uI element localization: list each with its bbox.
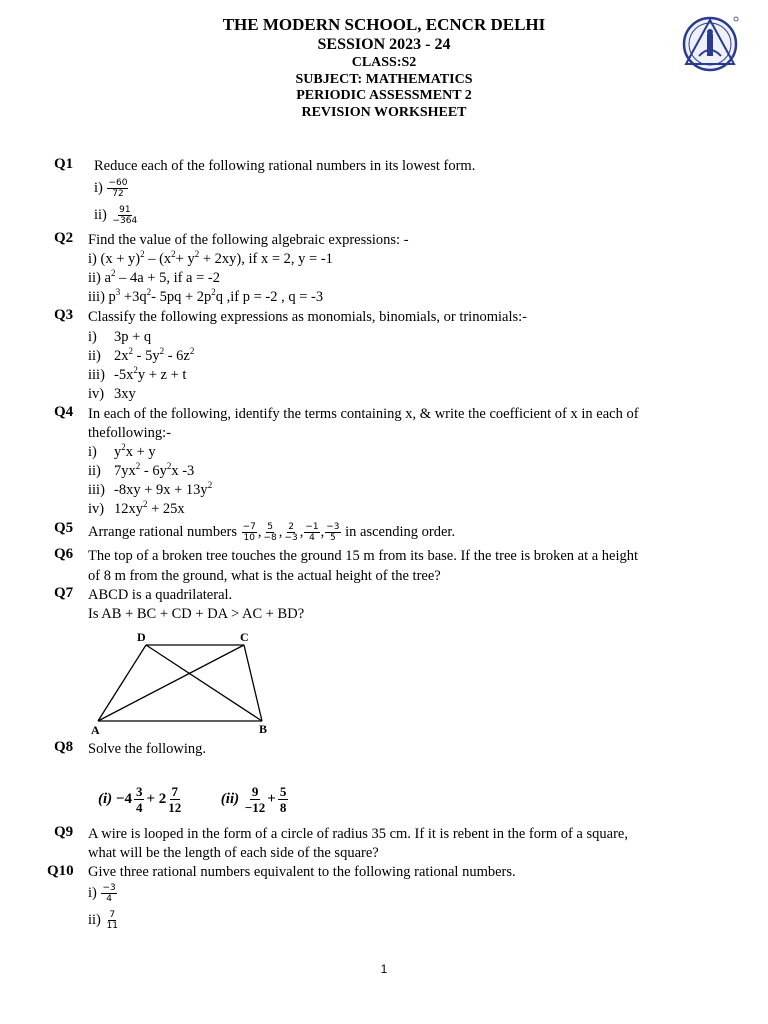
q9-label: Q9 [54, 824, 74, 840]
q5-fraction: $\frac{-1}{4}$ [305, 522, 319, 543]
q10-i-fraction: $\frac{-3}{4}$ [102, 883, 116, 904]
q10-part-ii: ii) $\frac{7}{11}$ [88, 910, 118, 931]
q5-fraction: $\frac{-3}{5}$ [326, 522, 340, 543]
q2-expr-i: i) $(x + y)^2 - (x^2+ y^2 + 2xy)$, if x = 2, y = -1 [88, 249, 333, 267]
vertex-d: D [137, 630, 146, 644]
q4-expr-iv: iv) $12xy^2 + 25x$ [88, 499, 185, 517]
q4-expr-iii: iii) $-8xy + 9x + 13y^2$ [88, 480, 213, 498]
q4-text-1: In each of the following, identify the terms containing x, & write the coefficient of x in each of [88, 406, 639, 422]
q5-fraction: $\frac{-7}{10}$ [242, 522, 256, 543]
q6-line-1: The top of a broken tree touches the ground 15 m from its base. If the tree is broken at a height [88, 548, 639, 564]
school-crest-icon [681, 14, 739, 72]
q3-text: Classify the following expressions as monomials, binomials, or trinomials:- [88, 309, 527, 325]
q1-ii-label: ii) [94, 206, 107, 223]
q7-line-1: ABCD is a quadrilateral. [88, 587, 233, 603]
session: SESSION 2023 - 24 [317, 36, 451, 53]
q6-line-2: of 8 m from the ground, what is the actual height of the tree? [88, 568, 441, 584]
page-header [0, 15, 768, 121]
q1-i-label: i) [94, 179, 103, 196]
vertex-c: C [240, 630, 249, 644]
q6-label: Q6 [54, 546, 74, 562]
q2-expr-iii: iii) $p^3 +3q^2-$ $5pq + 2p^2q$ ,if p = -2 , q = -3 [88, 287, 324, 305]
q3-expr-ii: ii) $2x^2 - 5y^2 - 6z^2$ [88, 346, 195, 364]
q1-ii-fraction: $\frac{91}{-364}$ [112, 205, 138, 226]
q2-label: Q2 [54, 230, 74, 246]
diagonal-bd [146, 645, 262, 721]
q5-text: Arrange rational numbers $\frac{-7}{10}$ , $\frac{5}{-8}$ , $\frac{2}{-3}$ , $\frac{-1}{4}$ , $\frac{-3}{5}$ in ascending order. [88, 522, 456, 543]
subject-line: SUBJECT: MATHEMATICS [295, 71, 473, 87]
q5-fraction: $\frac{5}{-8}$ [263, 522, 277, 543]
q8-expressions: (i) −4 $\frac{3}{4}$ + 2 $\frac{7}{12}$ (ii) $\frac{9}{-12}$ + $\frac{5}{8}$ [98, 784, 287, 815]
q1-part-i [94, 178, 129, 199]
q9-line-1: A wire is looped in the form of a circle of radius 35 cm. If it is rebent in the form of a square, [88, 826, 628, 842]
q10-text: Give three rational numbers equivalent to the following rational numbers. [88, 864, 516, 880]
q2-text: Find the value of the following algebraic expressions: - [88, 232, 409, 248]
q2-expr-ii: ii) $a^2 - 4a + 5$, if a = -2 [88, 268, 220, 286]
page-number: 1 [380, 962, 388, 976]
q3-expr-iii: iii) $-5x^2y + z + t$ [88, 365, 187, 383]
q3-label: Q3 [54, 307, 74, 323]
q4-expr-i: i) $y^2x + y$ [88, 442, 156, 460]
q7-line-2: Is AB + BC + CD + DA > AC + BD? [88, 606, 305, 622]
diagonal-ac [98, 645, 244, 721]
q1-label: Q1 [54, 156, 74, 172]
school-name: THE MODERN SCHOOL, ECNCR DELHI [222, 15, 546, 34]
q1-i-fraction: $\frac{-60}{72}$ [108, 178, 128, 199]
side-ad [98, 645, 146, 721]
q10-label: Q10 [47, 863, 74, 879]
q3-expr-i: i) 3p + q [88, 329, 152, 345]
worksheet-line: REVISION WORKSHEET [301, 104, 467, 120]
class-line: CLASS:S2 [351, 55, 417, 70]
q5-label: Q5 [54, 520, 74, 536]
q4-text-2: thefollowing:- [88, 425, 171, 441]
vertex-a: A [91, 723, 100, 737]
q8-text: Solve the following. [88, 741, 207, 757]
q4-label: Q4 [54, 404, 74, 420]
q10-part-i: i) $\frac{-3}{4}$ [88, 883, 116, 904]
q10-ii-fraction: $\frac{7}{11}$ [106, 910, 118, 931]
q1-text: Reduce each of the following rational numbers in its lowest form. [94, 158, 476, 174]
q1-part-ii [94, 205, 139, 226]
side-cb [244, 645, 262, 721]
q5-fraction: $\frac{2}{-3}$ [284, 522, 298, 543]
q9-line-2: what will be the length of each side of the square? [88, 845, 379, 861]
q8-label: Q8 [54, 739, 74, 755]
q4-expr-ii: ii) $7yx^2 - 6y^2x$ -3 [88, 461, 195, 479]
assessment-line: PERIODIC ASSESSMENT 2 [296, 88, 472, 103]
q3-expr-iv: iv) 3xy [88, 386, 136, 402]
vertex-b: B [259, 722, 268, 736]
q7-label: Q7 [54, 585, 74, 601]
quadrilateral-diagram [88, 628, 278, 738]
